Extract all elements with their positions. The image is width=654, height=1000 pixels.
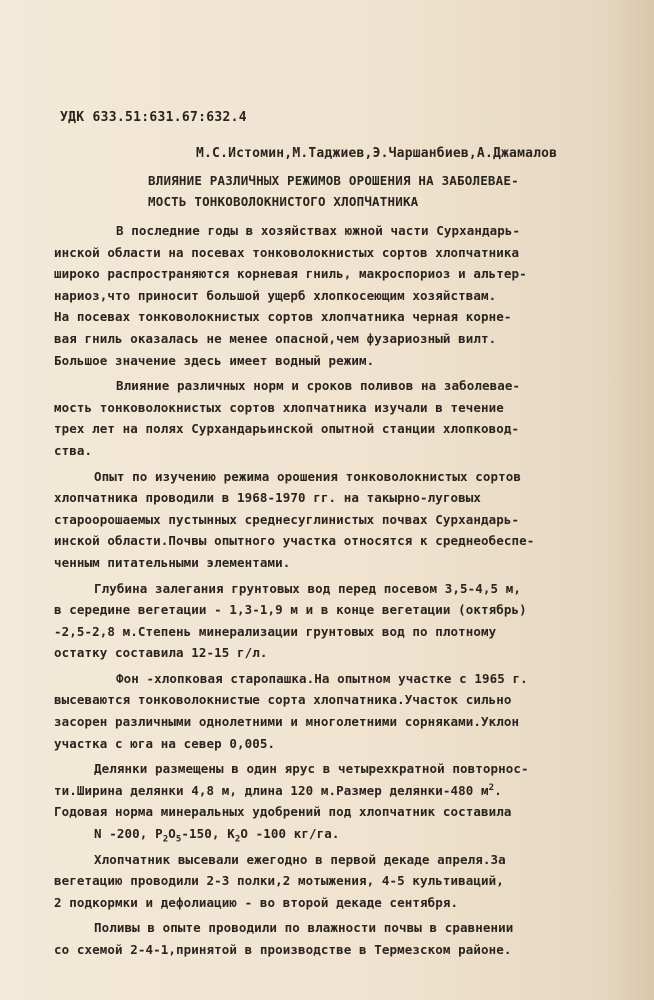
phosphorus-value: -150, [181,826,220,842]
nitrogen-symbol: N [94,826,102,842]
text-line: участка с юга на север 0,005. [54,735,276,751]
paragraph-7 [54,849,594,914]
text-span: ти.Ширина делянки 4,8 м, длина 120 м.Размер делянки-480 м [54,782,489,798]
text-line: Поливы в опыте проводили по влажности почвы в сравнении [94,920,514,936]
text-line: В последние годы в хозяйствах южной части Сурхандарь- [116,223,521,238]
text-line: староорошаемых пустынных среднесуглинистых почвах Сурхандарь- [54,511,520,527]
paragraph-6 [54,758,594,844]
potassium-value: -100 кг/га. [255,826,340,842]
paragraph-2 [54,375,594,461]
article-body [54,220,594,961]
text-line: нариоз,что приносит большой ущерб хлопкосеющим хозяйствам. [54,287,497,303]
text-line: ства. [54,442,93,458]
text-line: инской области на посевах тонковолокнистых сортов хлопчатника [54,244,520,260]
article-title [148,170,588,212]
text-line: инской области.Почвы опытного участка относятся к среднеобеспе- [54,533,535,549]
phosphorus-symbol: P [155,826,163,842]
text-line: высеваются тонковолокнистые сорта хлопчатника.Участок сильно [54,692,512,708]
text-line: со схемой 2-4-1,принятой в производстве в Термезском районе. [54,942,512,957]
text-line: Делянки размещены в один ярус в четырехкратной повторнос- [94,761,529,777]
udk-code: УДК 633.51:631.67:632.4 [60,110,247,125]
text-line: хлопчатника проводили в 1968-1970 гг. на такырно-луговых [54,490,482,506]
text-line: в середине вегетации - 1,3-1,9 м и в конце вегетации (октябрь) [54,602,527,618]
subscript: 2 [234,834,241,845]
paragraph-1 [54,220,594,371]
oxygen-symbol: O [168,826,176,842]
text-line: Хлопчатник высевали ежегодно в первой декаде апреля.За [94,851,506,867]
text-line: Годовая норма минеральных удобрений под хлопчатник составила [54,804,512,820]
text-line: вая гниль оказалась не менее опасной,чем фузариозный вилт. [54,330,497,346]
title-line: ВЛИЯНИЕ РАЗЛИЧНЫХ РЕЖИМОВ ОРОШЕНИЯ НА ЗАБОЛЕВАЕ- [148,173,519,188]
paragraph-3 [54,466,594,574]
text-line: трех лет на полях Сурхандарьинской опытной станции хлопковод- [54,421,520,437]
potassium-symbol: K [227,826,235,842]
paragraph-5 [54,668,594,754]
fertilizer-formula [54,823,594,845]
oxygen-symbol: O [240,826,248,842]
text-line: засорен различными однолетними и многолетними сорняками.Уклон [54,714,520,730]
paragraph-4 [54,578,594,664]
nitrogen-value: -200, [109,826,148,842]
authors-line: М.С.Истомин,М.Таджиев,Э.Чаршанбиев,А.Джамалов [196,146,558,161]
text-line: ти.Ширина делянки 4,8 м, длина 120 м.Размер делянки-480 $м^2$. [54,782,502,798]
text-line: -2,5-2,8 м.Степень минерализации грунтовых вод по плотному [54,623,497,639]
text-line: Большое значение здесь имеет водный режим. [54,352,375,368]
text-line: остатку составила 12-15 г/л. [54,645,268,661]
title-line: МОСТЬ ТОНКОВОЛОКНИСТОГО ХЛОПЧАТНИКА [148,194,419,209]
text-line: Опыт по изучению режима орошения тонковолокнистых сортов [94,468,522,484]
text-line: широко распространяются корневая гниль, макроспориоз и альтер- [54,266,527,282]
text-line: мость тонковолокнистых сортов хлопчатника изучали в течение [54,399,504,415]
text-line: вегетацию проводили 2-3 полки,2 мотыжения, 4-5 культиваций, [54,873,504,889]
paragraph-8 [54,917,594,960]
text-line: На посевах тонковолокнистых сортов хлопчатника черная корне- [54,309,512,325]
text-line: Фон -хлопковая старопашка.На опытном участке с 1965 г. [116,670,528,686]
subscript: 5 [175,834,182,845]
text-line: ченным питательными элементами. [54,554,291,570]
text-line: 2 подкормки и дефолиацию - во второй декаде сентября. [54,894,459,910]
text-line: Влияние различных норм и сроков поливов на заболевае- [116,378,521,394]
text-line: Глубина залегания грунтовых вод перед посевом 3,5-4,5 м, [94,580,522,596]
area-superscript: 2 [488,782,495,793]
subscript: 2 [162,834,169,845]
